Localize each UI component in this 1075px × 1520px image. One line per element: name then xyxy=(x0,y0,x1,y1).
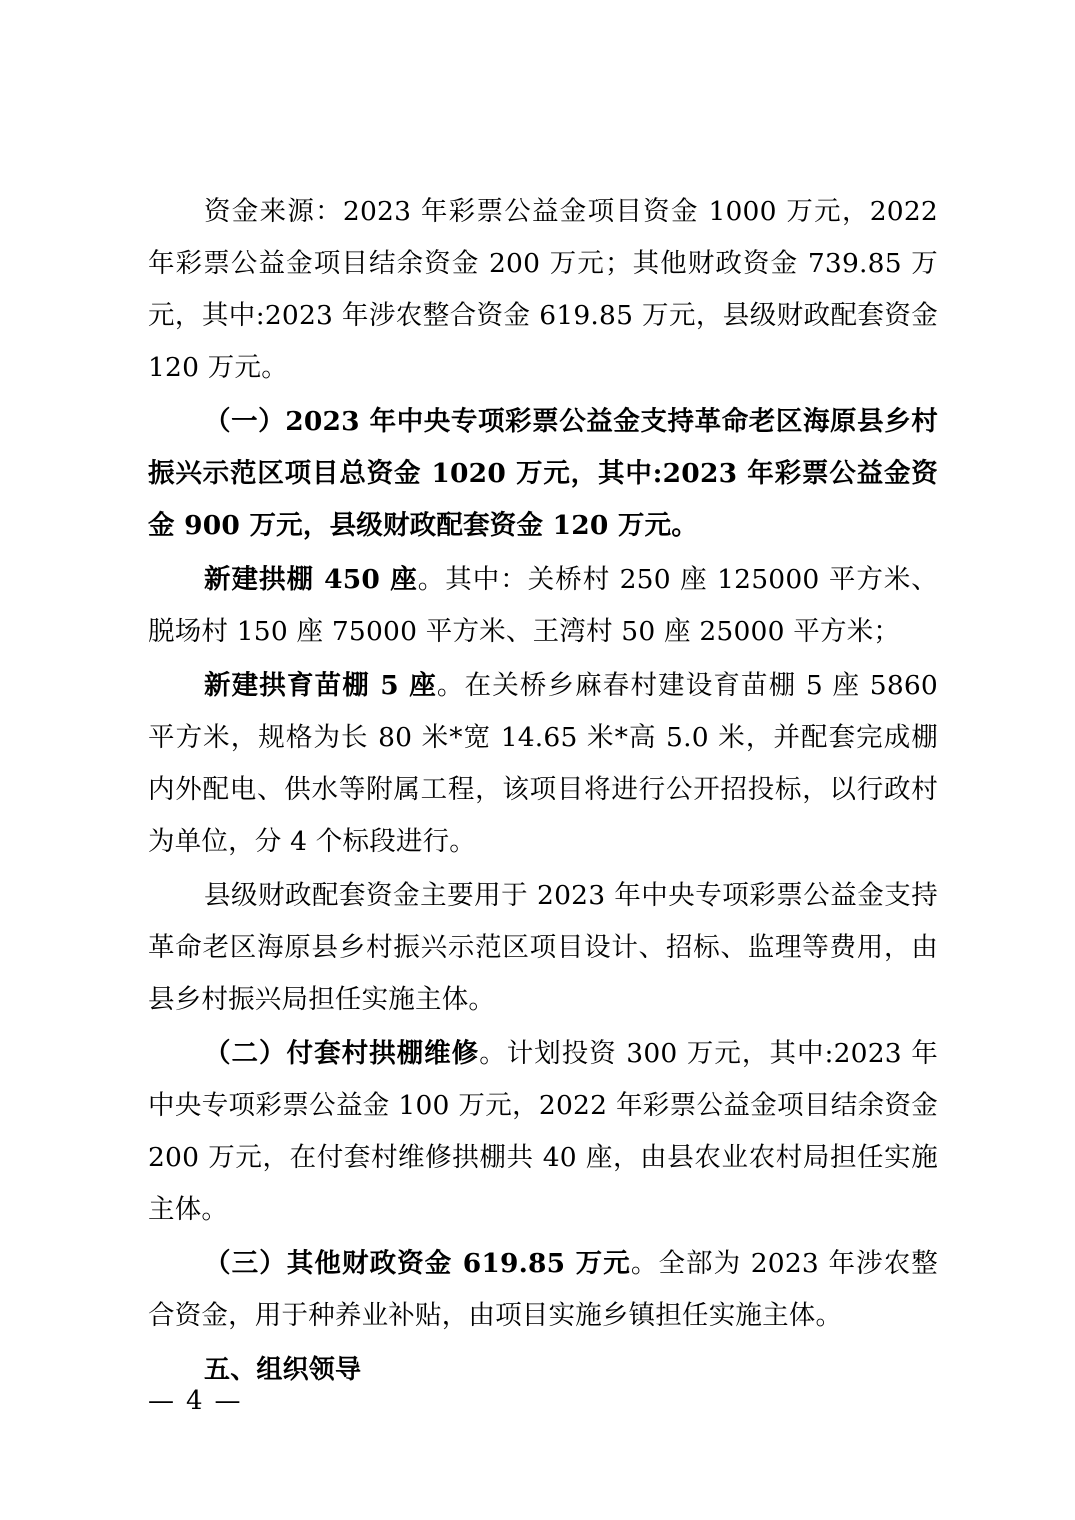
paragraph-new-greenhouses xyxy=(148,554,938,658)
heading-organization-leadership: 五、组织领导 xyxy=(204,1355,362,1385)
footer-page-number: 4 xyxy=(186,1386,205,1416)
paragraph-section-one: （一）2023 年中央专项彩票公益金支持革命老区海原县乡村振兴示范区项目总资金 1020 万元，其中:2023 年彩票公益金资金 900 万元，县级财政配套资金 120 万元。 xyxy=(148,406,938,541)
section-three-detail: 。全部为 2023 年涉农整合资金，用于种养业补贴，由项目实施乡镇担任实施主体。 xyxy=(148,1248,939,1331)
footer-dash-right: — xyxy=(214,1386,243,1416)
seedling-sheds-label: 新建拱育苗棚 5 座 xyxy=(204,670,437,701)
paragraph-funding-source: 资金来源：2023 年彩票公益金项目资金 1000 万元，2022 年彩票公益金项目结余资金 200 万元；其他财政资金 739.85 万元，其中:2023 年涉农整合资金 619.85 万元，县级财政配套资金 120 万元。 xyxy=(148,196,938,383)
paragraph-section-three xyxy=(148,1238,938,1342)
paragraph-section-two xyxy=(148,1028,938,1236)
new-greenhouses-label: 新建拱棚 450 座 xyxy=(204,564,418,595)
section-two-label: （二）付套村拱棚维修 xyxy=(204,1038,480,1069)
new-greenhouses-detail: 。其中：关桥村 250 座 125000 平方米、脱场村 150 座 75000 平方米、王湾村 50 座 25000 平方米； xyxy=(148,564,938,647)
document-body xyxy=(148,186,938,1398)
paragraph-county-matching-funds: 县级财政配套资金主要用于 2023 年中央专项彩票公益金支持革命老区海原县乡村振兴示范区项目设计、招标、监理等费用，由县乡村振兴局担任实施主体。 xyxy=(148,880,938,1015)
seedling-sheds-detail: 。在关桥乡麻春村建设育苗棚 5 座 5860 平方米，规格为长 80 米*宽 14.65 米*高 5.0 米，并配套完成棚内外配电、供水等附属工程，该项目将进行公开招投标，以行政村为单位，分 4 个标段进行。 xyxy=(148,670,938,857)
section-two-detail: 。计划投资 300 万元，其中:2023 年中央专项彩票公益金 100 万元，2022 年彩票公益金项目结余资金 200 万元，在付套村维修拱棚共 40 座，由县农业农村局担任实施主体。 xyxy=(148,1038,939,1225)
page-footer xyxy=(148,1386,938,1416)
paragraph-seedling-sheds xyxy=(148,660,938,868)
footer-dash-left: — xyxy=(148,1386,176,1416)
section-three-label: （三）其他财政资金 619.85 万元 xyxy=(204,1248,631,1279)
